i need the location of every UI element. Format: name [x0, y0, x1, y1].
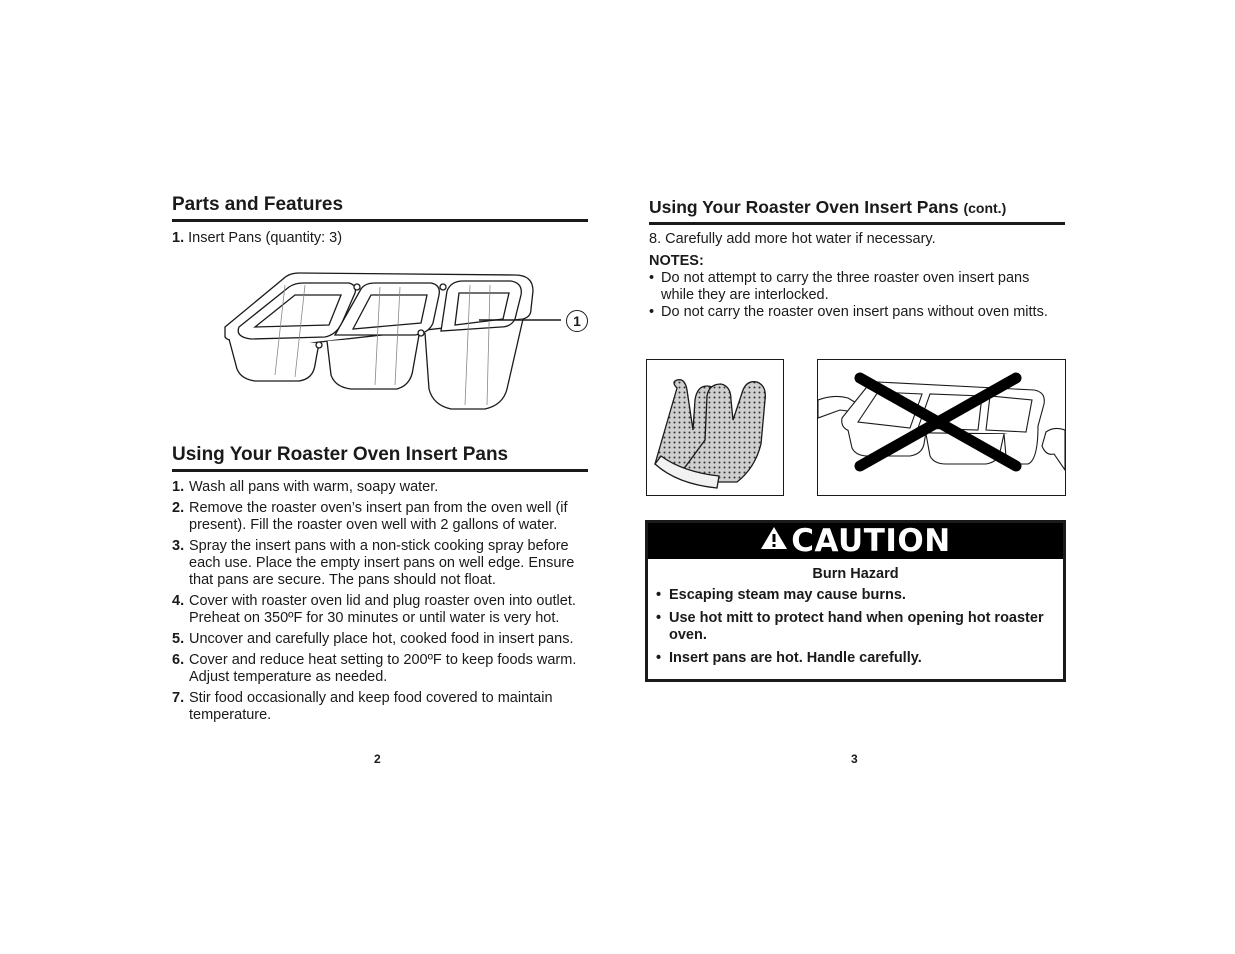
bullet-icon: •	[656, 610, 662, 626]
caution-text: Use hot mitt to protect hand when opening hot roaster oven.	[669, 610, 1044, 643]
page-number-right: 3	[851, 752, 858, 766]
carry-pans-illustration	[818, 360, 1065, 495]
caution-title: CAUTION	[791, 523, 951, 559]
step-text: Wash all pans with warm, soapy water.	[189, 479, 439, 495]
step-number: 6.	[172, 652, 185, 668]
parts-features-title: Parts and Features	[172, 194, 344, 215]
insert-pans-illustration	[215, 265, 595, 415]
step-text: Stir food occasionally and keep food covered to maintain temperature.	[189, 690, 553, 723]
warning-triangle-icon	[760, 523, 788, 559]
parts-item-text: Insert Pans (quantity: 3)	[188, 230, 343, 246]
oven-mitt-icon	[647, 360, 783, 495]
step-number: 5.	[172, 631, 185, 647]
using-insert-pans-title: Using Your Roaster Oven Insert Pans	[172, 444, 509, 465]
notes-label: NOTES:	[649, 253, 704, 269]
caution-header	[648, 523, 1063, 559]
instruction-step	[172, 538, 590, 589]
caution-item	[656, 650, 1055, 667]
note-text: Do not attempt to carry the three roaster oven insert pans while they are interlocked.	[661, 270, 1030, 303]
instruction-step	[172, 631, 590, 648]
step-number: 7.	[172, 690, 185, 706]
using-insert-pans-cont-title: Using Your Roaster Oven Insert Pans	[649, 197, 959, 217]
step-text: Cover with roaster oven lid and plug roaster oven into outlet. Preheat on 350ºF for 30 minutes or until water is very hot.	[189, 593, 576, 626]
instruction-step	[172, 500, 590, 534]
caution-box	[645, 520, 1066, 682]
instruction-step	[172, 652, 590, 686]
callout-number-1	[566, 310, 588, 332]
step-8: 8. Carefully add more hot water if necessary.	[649, 231, 936, 247]
bullet-icon: •	[656, 650, 662, 666]
step-text: Remove the roaster oven’s insert pan from the oven well (if present). Fill the roaster oven well with 2 gallons of water.	[189, 500, 568, 533]
using-insert-pans-cont-heading	[649, 196, 1065, 225]
caution-item	[656, 610, 1055, 644]
parts-item	[172, 230, 342, 247]
parts-features-heading	[172, 194, 588, 222]
instructions-list	[172, 479, 590, 728]
step-number: 1.	[172, 479, 185, 495]
notes-list	[649, 270, 1065, 321]
step-text: Uncover and carefully place hot, cooked food in insert pans.	[189, 631, 574, 647]
note-item	[649, 270, 1065, 304]
step-text: Spray the insert pans with a non-stick cooking spray before each use. Place the empty insert pans on well edge. Ensure that pans are secure. The pans should not float.	[189, 538, 575, 588]
instruction-step	[172, 593, 590, 627]
caution-text: Escaping steam may cause burns.	[669, 587, 906, 603]
step-number: 2.	[172, 500, 185, 516]
step-number: 4.	[172, 593, 185, 609]
bullet-icon: •	[649, 270, 655, 286]
instruction-step	[172, 479, 590, 496]
instruction-step	[172, 690, 590, 724]
using-insert-pans-heading	[172, 444, 588, 472]
step-text: Cover and reduce heat setting to 200ºF to keep foods warm. Adjust temperature as needed.	[189, 652, 577, 685]
bullet-icon: •	[649, 304, 655, 320]
do-not-carry-figure	[817, 359, 1066, 496]
note-text: Do not carry the roaster oven insert pans without oven mitts.	[661, 304, 1048, 320]
burn-hazard-label: Burn Hazard	[812, 566, 899, 582]
caution-list	[648, 587, 1063, 667]
note-item	[649, 304, 1065, 321]
caution-text: Insert pans are hot. Handle carefully.	[669, 650, 922, 666]
parts-item-number: 1.	[172, 230, 185, 246]
callout-number-text: 1	[573, 313, 581, 329]
cont-suffix: (cont.)	[963, 200, 1007, 216]
step-number: 3.	[172, 538, 185, 554]
bullet-icon: •	[656, 587, 662, 603]
caution-item	[656, 587, 1055, 604]
oven-mitt-figure	[646, 359, 784, 496]
page-number-left: 2	[374, 752, 381, 766]
